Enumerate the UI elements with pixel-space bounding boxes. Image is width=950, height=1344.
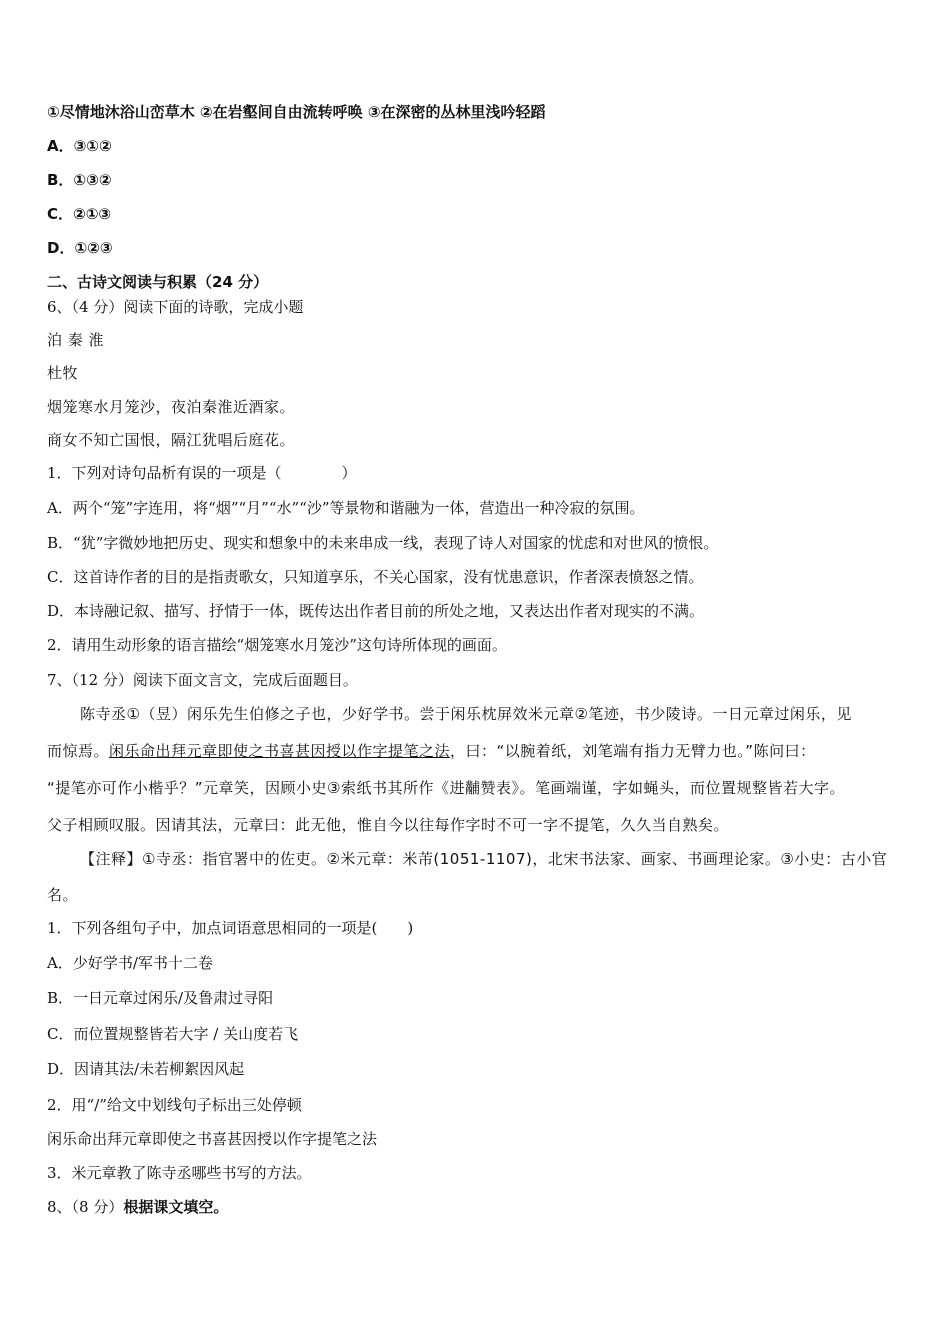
q5-options-line: ①尽情地沐浴山峦草木 ②在岩壑间自由流转呼唤 ③在深密的丛林里浅吟轻蹈 [47,103,546,121]
q8-stem [47,1196,907,1218]
q7-passage-line-3: “提笔亦可作小楷乎？”元章笑，因顾小史③索纸书其所作《进黼赞表》。笔画端谨，字如蝇头，而位置规整皆若大字。 [47,779,845,797]
q5-choice-d: D．①②③ [47,239,113,257]
q6-sub2: 2．请用生动形象的语言描绘“烟笼寒水月笼沙”这句诗所体现的画面。 [47,636,507,654]
q7-note-line-1: 【注释】①寺丞：指官署中的佐吏。②米元章：米芾(1051-1107)，北宋书法家、画家、书画理论家。③小史：古小官 [80,850,888,868]
poem-line-2: 商女不知亡国恨，隔江犹唱后庭花。 [47,431,296,449]
poem-author: 杜牧 [47,364,79,382]
q7-underlined-sentence: 闲乐命出拜元章即使之书喜甚因授以作字提笔之法 [109,742,451,760]
q7-passage-line-2-pre: 而惊焉。 [47,742,110,760]
q7-stem: 7、（12 分）阅读下面文言文，完成后面题目。 [47,671,358,689]
q6-sub1-option-c: C．这首诗作者的目的是指责歌女，只知道享乐，不关心国家，没有忧患意识，作者深表愤怒之情。 [47,568,704,586]
q7-sub1-option-b: B．一日元章过闲乐/及鲁肃过寻阳 [47,989,274,1007]
q7-note-line-2: 名。 [47,886,79,904]
q6-sub1-option-a: A．两个“笼”字连用，将“烟”“月”“水”“沙”等景物和谐融为一体，营造出一种冷寂的氛围。 [47,499,645,517]
q7-sub1: 1．下列各组句子中，加点词语意思相同的一项是( ) [47,919,414,937]
q7-sub2: 2．用“/”给文中划线句子标出三处停顿 [47,1096,302,1114]
q7-passage-line-2 [47,740,907,762]
q7-sub1-option-d: D．因请其法/未若柳絮因风起 [47,1060,245,1078]
q8-stem-prefix: 8、（8 分） [47,1198,124,1216]
q7-passage-line-2-post: ，曰：“以腕着纸，刘笔端有指力无臂力也。”陈问曰： [450,742,816,760]
q7-sub2-sentence: 闲乐命出拜元章即使之书喜甚因授以作字提笔之法 [47,1130,378,1148]
q7-passage-line-1: 陈寺丞①（昱）闲乐先生伯修之子也，少好学书。尝于闲乐枕屏效米元章②笔迹，书少陵诗。一日元章过闲乐，见 [80,705,852,723]
q6-sub1-option-b: B．“犹”字微妙地把历史、现实和想象中的未来串成一线，表现了诗人对国家的忧虑和对世风的愤恨。 [47,534,719,552]
q7-sub3: 3．米元章教了陈寺丞哪些书写的方法。 [47,1164,312,1182]
poem-line-1: 烟笼寒水月笼沙，夜泊秦淮近酒家。 [47,398,296,416]
q5-choice-a: A．③①② [47,137,112,155]
q5-choice-b: B．①③② [47,171,112,189]
q8-stem-bold: 根据课文填空。 [123,1198,229,1216]
section-heading: 二、古诗文阅读与积累（24 分） [47,273,269,291]
q5-choice-c: C．②①③ [47,205,112,223]
q6-sub1: 1．下列对诗句品析有误的一项是（ ） [47,464,357,482]
q7-sub1-option-c: C．而位置规整皆若大字 / 关山度若飞 [47,1025,299,1043]
q6-stem: 6、（4 分）阅读下面的诗歌，完成小题 [47,298,304,316]
q6-sub1-option-d: D．本诗融记叙、描写、抒情于一体，既传达出作者目前的所处之地，又表达出作者对现实的不满。 [47,602,705,620]
poem-title: 泊 秦 淮 [47,331,105,349]
q7-passage-line-4: 父子相顾叹服。因请其法，元章曰：此无他，惟自今以往每作字时不可一字不提笔，久久当自熟矣。 [47,816,730,834]
q7-sub1-option-a: A．少好学书/军书十二卷 [47,954,213,972]
